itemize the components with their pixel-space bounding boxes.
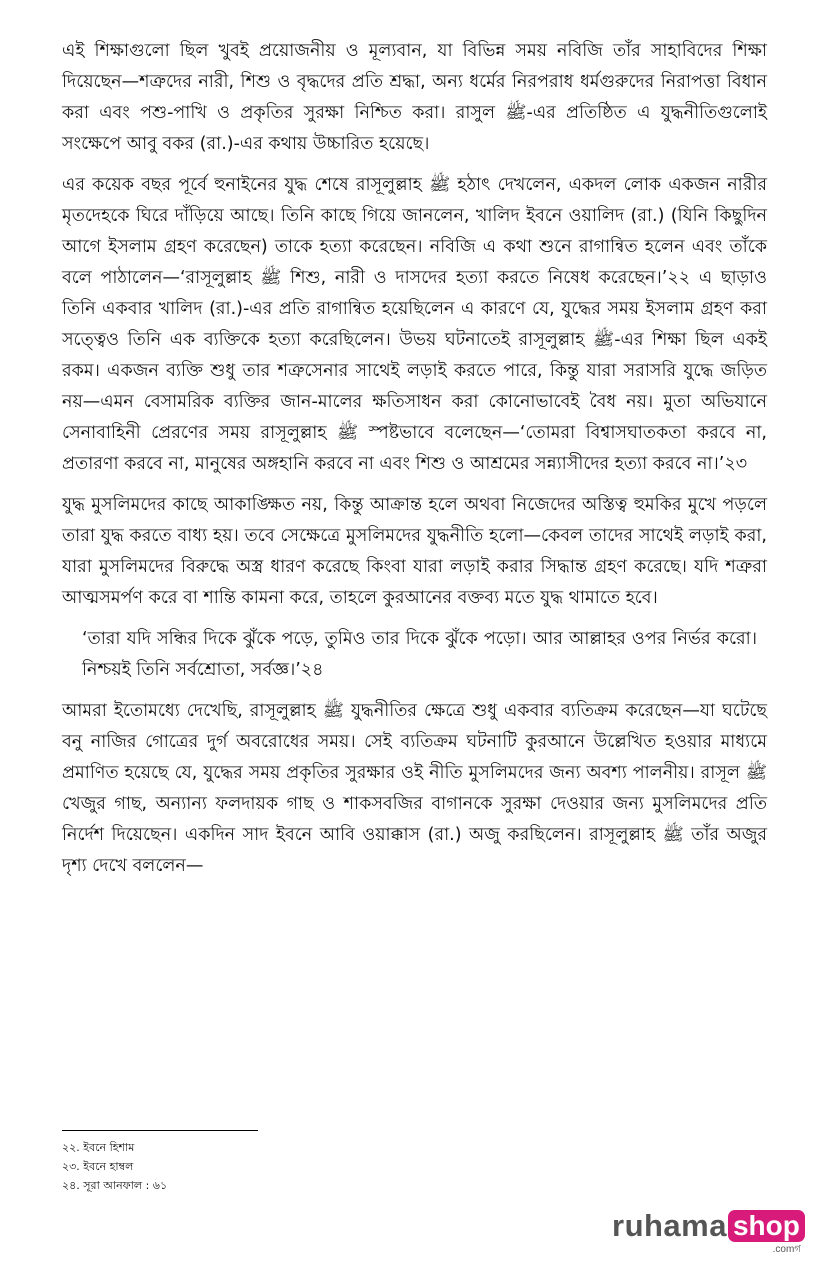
paragraph-3: যুদ্ধ মুসলিমদের কাছে আকাঙ্ক্ষিত নয়, কিন্তু আক্রান্ত হলে অথবা নিজেদের অস্তিত্ব হুমকির মুখে পড়লে তারা যুদ্ধ করতে বাধ্য হয়। তবে সেক্ষেত্রে মুসলিমদের যুদ্ধনীতি হলো—কেবল তাদের সাথেই লড়াই করা, যারা মুসলিমদের বিরুদ্ধে অস্ত্র ধারণ করেছে কিংবা যারা লড়াই করার সিদ্ধান্ত গ্রহণ করেছে। যদি শত্রুরা আত্মসমর্পণ করে বা শান্তি কামনা করে, তাহলে কুরআনের বক্তব্য মতে যুদ্ধ থামাতে হবে। [62,495,767,608]
footnote-23: ২৩. ইবনে হাম্বল [62,1160,134,1173]
footnote-24: ২৪. সূরা আনফাল : ৬১ [62,1179,168,1192]
logo-domain: .comগ [772,1244,801,1255]
footnote-22: ২২. ইবনে হিশাম [62,1141,135,1154]
page-body [62,36,767,892]
quran-quote: ‘তারা যদি সন্ধির দিকে ঝুঁকে পড়ে, তুমিও তার দিকে ঝুঁকে পড়ো। আর আল্লাহর ওপর নির্ভর করো। নিশ্চয়ই তিনি সর্বশ্রোতা, সর্বজ্ঞ।’২৪ [82,629,757,680]
footnote-divider [62,1130,258,1131]
paragraph-2: এর কয়েক বছর পূর্বে হুনাইনের যুদ্ধ শেষে রাসূলুল্লাহ ﷺ হঠাৎ দেখলেন, একদল লোক একজন নারীর মৃতদেহকে ঘিরে দাঁড়িয়ে আছে। তিনি কাছে গিয়ে জানলেন, খালিদ ইবনে ওয়ালিদ (রা.) (যিনি কিছুদিন আগে ইসলাম গ্রহণ করেছেন) তাকে হত্যা করেছেন। নবিজি এ কথা শুনে রাগান্বিত হলেন এবং তাঁকে বলে পাঠালেন—‘রাসূলুল্লাহ ﷺ শিশু, নারী ও দাসদের হত্যা করতে নিষেধ করেছেন।’২২ এ ছাড়াও তিনি একবার খালিদ (রা.)-এর প্রতি রাগান্বিত হয়েছিলেন এ কারণে যে, যুদ্ধের সময় ইসলাম গ্রহণ করা সত্ত্বেও তিনি এক ব্যক্তিকে হত্যা করেছিলেন। উভয় ঘটনাতেই রাসূলুল্লাহ ﷺ-এর শিক্ষা ছিল একই রকম। একজন ব্যক্তি শুধু তার শত্রুসেনার সাথেই লড়াই করতে পারে, কিন্তু যারা সরাসরি যুদ্ধে জড়িত নয়—এমন বেসামরিক ব্যক্তির জান-মালের ক্ষতিসাধন করা কোনোভাবেই বৈধ নয়। মুতা অভিযানে সেনাবাহিনী প্রেরণের সময় রাসূলুল্লাহ ﷺ স্পষ্টভাবে বলেছেন—‘তোমরা বিশ্বাসঘাতকতা করবে না, প্রতারণা করবে না, মানুষের অঙ্গহানি করবে না এবং শিশু ও আশ্রমের সন্ন্যাসীদের হত্যা করবে না।’২৩ [62,175,768,474]
logo-word: ruhama [612,1208,727,1243]
logo-shop-badge: shop [728,1210,805,1242]
paragraph-4: আমরা ইতোমধ্যে দেখেছি, রাসূলুল্লাহ ﷺ যুদ্ধনীতির ক্ষেত্রে শুধু একবার ব্যতিক্রম করেছেন—যা ঘটেছে বনু নাজির গোত্রের দুর্গ অবরোধের সময়। সেই ব্যতিক্রম ঘটনাটি কুরআনে উল্লেখিত হওয়ার মাধ্যমে প্রমাণিত হয়েছে যে, যুদ্ধের সময় প্রকৃতির সুরক্ষার ওই নীতি মুসলিমদের জন্য অবশ্য পালনীয়। রাসূল ﷺ খেজুর গাছ, অন্যান্য ফলদায়ক গাছ ও শাকসবজির বাগানকে সুরক্ষা দেওয়ার জন্য মুসলিমদের প্রতি নির্দেশ দিয়েছেন। একদিন সাদ ইবনে আবি ওয়াক্কাস (রা.) অজু করছিলেন। রাসূলুল্লাহ ﷺ তাঁর অজুর দৃশ্য দেখে বললেন— [62,701,767,876]
footnotes [62,1138,167,1195]
paragraph-1: এই শিক্ষাগুলো ছিল খুবই প্রয়োজনীয় ও মূল্যবান, যা বিভিন্ন সময় নবিজি তাঁর সাহাবিদের শিক্ষা দিয়েছেন—শত্রুদের নারী, শিশু ও বৃদ্ধদের প্রতি শ্রদ্ধা, অন্য ধর্মের নিরপরাধ ধর্মগুরুদের নিরাপত্তা বিধান করা এবং পশু-পাখি ও প্রকৃতির সুরক্ষা নিশ্চিত করা। রাসুল ﷺ-এর প্রতিষ্ঠিত এ যুদ্ধনীতিগুলোই সংক্ষেপে আবু বকর (রা.)-এর কথায় উচ্চারিত হয়েছে। [62,41,767,154]
publisher-logo [612,1210,805,1254]
